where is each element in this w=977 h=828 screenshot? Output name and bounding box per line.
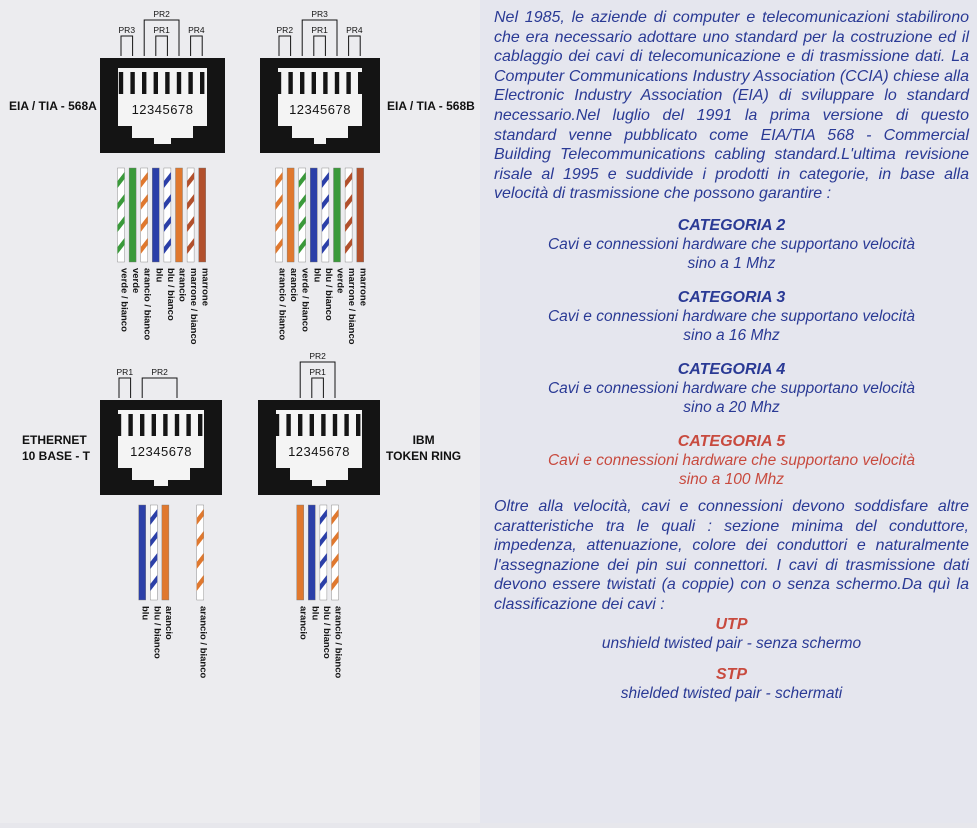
wire-core bbox=[334, 168, 341, 262]
wire-arancio-bianco bbox=[332, 505, 344, 679]
category-desc: Cavi e connessioni hardware che supportano velocità bbox=[547, 235, 916, 253]
pair-bracket bbox=[279, 36, 291, 56]
pin-contact bbox=[288, 72, 292, 94]
wire-label: blu bbox=[139, 606, 151, 621]
pin-contact bbox=[286, 414, 290, 436]
category-4 bbox=[494, 360, 969, 417]
wire-core bbox=[176, 168, 183, 262]
wire-label: arancio bbox=[297, 606, 309, 640]
pin-contact bbox=[300, 72, 304, 94]
wire-verde bbox=[129, 168, 141, 293]
pin-contact bbox=[277, 72, 281, 94]
pin-contact bbox=[154, 72, 158, 94]
wire-core bbox=[139, 505, 146, 600]
wire-core bbox=[152, 168, 159, 262]
pin-contact bbox=[188, 72, 192, 94]
wire-blu bbox=[310, 168, 322, 282]
pin-contact bbox=[198, 414, 202, 436]
pin-contact bbox=[142, 72, 146, 94]
wire-marrone-bianco bbox=[187, 168, 199, 345]
wire-verde bbox=[334, 168, 346, 293]
utp-desc: unshield twisted pair - senza schermo bbox=[601, 634, 862, 652]
pin-contact bbox=[152, 414, 156, 436]
pair-bracket bbox=[156, 36, 168, 56]
jack-ibm bbox=[258, 351, 380, 679]
category-speed: sino a 1 Mhz bbox=[687, 254, 776, 272]
category-title: CATEGORIA 2 bbox=[677, 216, 786, 234]
pin-contact bbox=[344, 414, 348, 436]
pair-bracket bbox=[312, 378, 324, 398]
category-title: CATEGORIA 5 bbox=[677, 432, 786, 450]
utp-title: UTP bbox=[715, 615, 748, 633]
wire-label: verde bbox=[334, 268, 346, 294]
wire-label: marrone bbox=[199, 268, 211, 307]
wire-label: blu / bianco bbox=[322, 268, 334, 321]
wire-label: arancio / bianco bbox=[141, 268, 153, 341]
jack-568b bbox=[260, 9, 380, 345]
jack-568a bbox=[100, 9, 225, 345]
wire-blu-bianco bbox=[150, 505, 162, 659]
category-3 bbox=[494, 288, 969, 345]
pair-bracket bbox=[191, 36, 203, 56]
pin-contact bbox=[200, 72, 204, 94]
jack-title-ibm-line2: TOKEN RING bbox=[386, 449, 462, 463]
category-title: CATEGORIA 4 bbox=[677, 360, 786, 378]
pair-label: PR2 bbox=[276, 25, 294, 35]
wire-label: arancio bbox=[162, 606, 174, 640]
pair-label: PR3 bbox=[311, 9, 328, 19]
category-desc: Cavi e connessioni hardware che supportano velocità bbox=[547, 379, 916, 397]
wire-label: verde bbox=[130, 268, 142, 294]
wire-arancio-bianco bbox=[276, 168, 288, 341]
jack-eth bbox=[100, 367, 222, 679]
stp-block bbox=[494, 665, 969, 703]
wiring-diagram-svg bbox=[0, 0, 480, 823]
wire-label: blu bbox=[309, 606, 321, 621]
pair-label: PR2 bbox=[151, 367, 168, 377]
wire-arancio bbox=[297, 505, 309, 640]
wire-label: arancio / bianco bbox=[332, 606, 344, 679]
pin-contact bbox=[356, 414, 360, 436]
wire-label: marrone bbox=[357, 268, 369, 307]
wire-arancio bbox=[287, 168, 299, 302]
jack-title-ethernet bbox=[22, 432, 90, 464]
pin-contact bbox=[175, 414, 179, 436]
outro-paragraph: Oltre alla velocità, cavi e connessioni devono soddisfare altre caratteristiche tra le quali : sezione minima del conduttore, impedenza, attenuazione, colore dei conduttori e naturalmente l'assegnazione dei pin sui connettori. I cavi di trasmissione dati devono essere twistati (a coppie) con o senza schermo.Da quì la classificazione dei cavi : bbox=[494, 497, 969, 613]
wire-blu-bianco bbox=[164, 168, 176, 321]
pin-contact bbox=[130, 72, 134, 94]
stp-title: STP bbox=[715, 665, 748, 683]
pair-label: PR1 bbox=[116, 367, 134, 377]
pin-contact bbox=[323, 72, 327, 94]
wire-label: blu / bianco bbox=[320, 606, 332, 659]
category-title: CATEGORIA 3 bbox=[677, 288, 786, 306]
pin-contact bbox=[275, 414, 279, 436]
wire-core bbox=[297, 505, 304, 600]
pin-contact bbox=[119, 72, 123, 94]
wire-marrone bbox=[357, 168, 369, 306]
category-speed: sino a 16 Mhz bbox=[683, 326, 780, 344]
pin-contact bbox=[358, 72, 362, 94]
wire-core bbox=[310, 168, 317, 262]
wire-blu bbox=[139, 505, 151, 620]
wire-blu-bianco bbox=[322, 168, 334, 321]
pin-contact bbox=[128, 414, 132, 436]
wire-blu-bianco bbox=[320, 505, 332, 659]
wire-label: arancio / bianco bbox=[197, 606, 209, 679]
wire-arancio-bianco bbox=[197, 505, 209, 679]
pin-contact bbox=[165, 72, 169, 94]
pin-numbers: 12345678 bbox=[130, 444, 192, 459]
pin-contact bbox=[163, 414, 167, 436]
pin-contact bbox=[335, 72, 339, 94]
pair-bracket bbox=[119, 378, 131, 398]
category-2 bbox=[494, 216, 969, 273]
description-column bbox=[494, 8, 969, 703]
wire-verde-bianco bbox=[118, 168, 130, 332]
wire-label: marrone / bianco bbox=[188, 268, 200, 345]
pin-contact bbox=[177, 72, 181, 94]
jack-title-ibm-line1: IBM bbox=[412, 433, 435, 447]
jack-title-568b: EIA / TIA - 568B bbox=[387, 99, 475, 113]
pin-numbers: 12345678 bbox=[288, 444, 350, 459]
category-speed: sino a 100 Mhz bbox=[678, 470, 785, 488]
wire-label: arancio / bianco bbox=[276, 268, 288, 341]
wire-label: blu bbox=[311, 268, 323, 283]
pin-contact bbox=[310, 414, 314, 436]
wire-label: arancio bbox=[288, 268, 300, 302]
utp-block bbox=[494, 615, 969, 653]
stp-desc: shielded twisted pair - schermati bbox=[620, 684, 843, 702]
wire-marrone-bianco bbox=[345, 168, 357, 345]
wire-core bbox=[308, 505, 315, 600]
pin-contact bbox=[312, 72, 316, 94]
pair-label: PR4 bbox=[346, 25, 363, 35]
category-desc: Cavi e connessioni hardware che supportano velocità bbox=[547, 307, 916, 325]
jack-title-568a: EIA / TIA - 568A bbox=[9, 99, 97, 113]
category-speed: sino a 20 Mhz bbox=[683, 398, 780, 416]
wire-arancio-bianco bbox=[141, 168, 153, 341]
jack-title-ethernet-line2: 10 BASE - T bbox=[22, 449, 91, 463]
wire-label: blu / bianco bbox=[151, 606, 163, 659]
wire-label: arancio bbox=[176, 268, 188, 302]
wire-arancio bbox=[176, 168, 188, 302]
pair-label: PR1 bbox=[311, 25, 328, 35]
wire-label: verde / bianco bbox=[118, 268, 130, 332]
pair-label: PR2 bbox=[309, 351, 326, 361]
wire-core bbox=[129, 168, 136, 262]
pin-contact bbox=[333, 414, 337, 436]
wire-marrone bbox=[199, 168, 211, 306]
pin-numbers: 12345678 bbox=[289, 102, 351, 117]
pin-contact bbox=[298, 414, 302, 436]
wire-core bbox=[162, 505, 169, 600]
pair-label: PR3 bbox=[118, 25, 136, 35]
pin-contact bbox=[321, 414, 325, 436]
pair-bracket bbox=[142, 378, 177, 398]
wire-core bbox=[357, 168, 364, 262]
pair-label: PR1 bbox=[153, 25, 170, 35]
wire-label: marrone / bianco bbox=[346, 268, 358, 345]
category-5 bbox=[494, 432, 969, 489]
wire-core bbox=[199, 168, 206, 262]
pin-contact bbox=[346, 72, 350, 94]
wire-label: verde / bianco bbox=[299, 268, 311, 332]
intro-paragraph: Nel 1985, le aziende di computer e telecomunicazioni stabilirono che era necessario adottare uno standard per la costruzione ed il cablaggio dei cavi di telecomunicazione e di trasmissione dati. La Computer Communications Industry Association (CCIA) chiese alla Electronic Industry Association (EIA) di sviluppare lo standard necessario.Nel luglio del 1991 la prima versione di questo standard venne pubblicato come EIA/TIA 568 - Commercial Building Telecommunications cabling standard.L'ultima revisione risale al 1995 e suddivide i prodotti in categorie, in base alla velocità di trasmissione che possono garantire : bbox=[494, 9, 969, 203]
pair-label: PR2 bbox=[153, 9, 170, 19]
jack-title-ibm bbox=[386, 432, 461, 464]
category-desc: Cavi e connessioni hardware che supportano velocità bbox=[547, 451, 916, 469]
pair-label: PR1 bbox=[309, 367, 326, 377]
pin-contact bbox=[186, 414, 190, 436]
wire-core bbox=[287, 168, 294, 262]
pin-contact bbox=[140, 414, 144, 436]
wire-label: blu / bianco bbox=[164, 268, 176, 321]
jack-title-ethernet-line1: ETHERNET bbox=[22, 433, 87, 447]
pair-label: PR4 bbox=[188, 25, 205, 35]
wire-blu bbox=[308, 505, 320, 620]
wire-arancio bbox=[162, 505, 174, 640]
wire-label: blu bbox=[153, 268, 165, 283]
pin-contact bbox=[117, 414, 121, 436]
pair-bracket bbox=[349, 36, 361, 56]
pair-bracket bbox=[314, 36, 326, 56]
wiring-diagrams-panel bbox=[0, 0, 480, 823]
wire-blu bbox=[152, 168, 164, 282]
pin-numbers: 12345678 bbox=[131, 102, 194, 117]
pair-bracket bbox=[121, 36, 133, 56]
wire-verde-bianco bbox=[299, 168, 311, 332]
